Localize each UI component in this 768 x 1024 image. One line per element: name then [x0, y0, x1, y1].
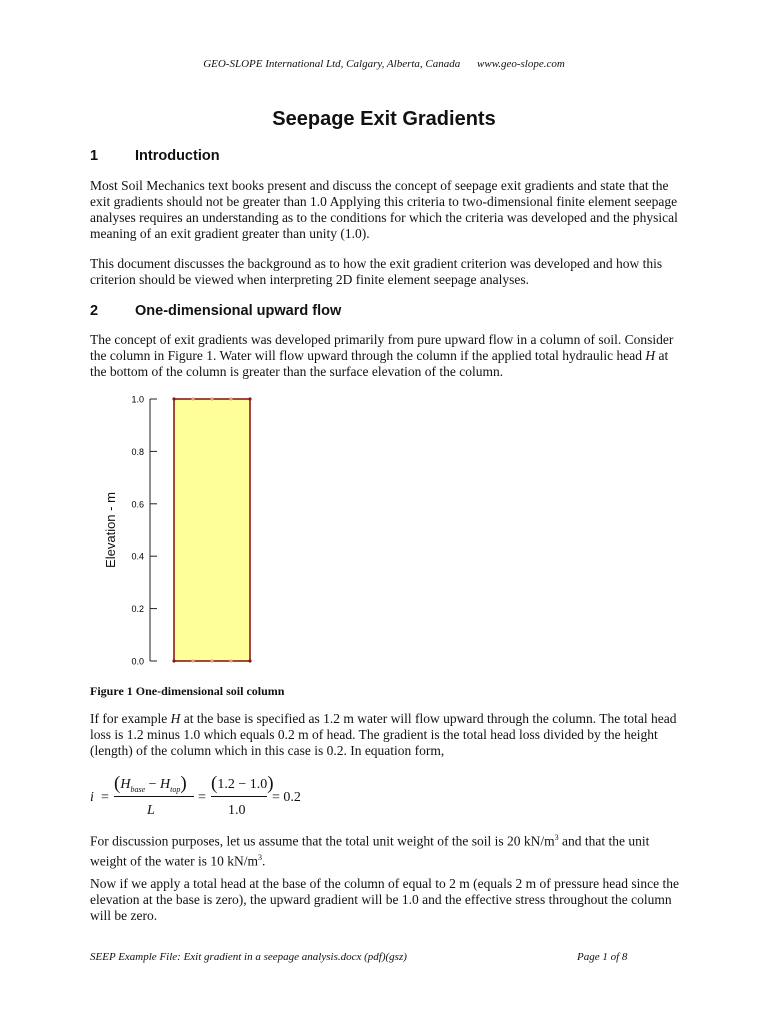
footer-page-number: Page 1 of 8	[577, 951, 628, 963]
symbolic-denominator: L	[147, 803, 155, 818]
header-company: GEO-SLOPE International Ltd, Calgary, Alberta, Canada	[203, 58, 461, 70]
zero-stress-paragraph: Now if we apply a total head at the base of the column of equal to 2 m (equals 2 m of pressure head since the elevation at the base is zero), the upward gradient will be 1.0 and the effective stress throughout the column will be zero.	[90, 876, 679, 923]
mesh-node	[191, 659, 194, 662]
y-axis-label: Elevation - m	[103, 492, 118, 568]
mesh-node	[172, 659, 175, 662]
figure-caption: Figure 1 One-dimensional soil column	[90, 684, 285, 698]
mesh-node	[229, 659, 232, 662]
y-tick-label: 0.8	[131, 446, 144, 457]
mesh-node	[210, 659, 213, 662]
equals-sign-2: =	[198, 790, 206, 805]
section-1-title: Introduction	[135, 148, 220, 164]
upward-flow-paragraph: The concept of exit gradients was developed primarily from pure upward flow in a column of soil. Consider the column in Figure 1. Water will flow upward through the column if the applied total hydraulic head H at the bottom of the column is greater than the surface elevation of the column.	[90, 332, 674, 379]
numeric-numerator: (1.2 − 1.0)	[211, 773, 274, 794]
section-1-heading	[90, 148, 220, 164]
intro-paragraph-2: This document discusses the background as to how the exit gradient criterion was developed and how this criterion should be viewed when interpreting 2D finite element seepage analyses.	[90, 256, 663, 287]
elevation-chart	[90, 390, 290, 675]
mesh-node	[248, 659, 251, 662]
section-1-number: 1	[90, 148, 99, 164]
mesh-node	[229, 397, 232, 400]
mesh-node	[210, 397, 213, 400]
document-title: Seepage Exit Gradients	[272, 108, 496, 130]
gradient-equation	[90, 766, 350, 826]
equals-sign-1: =	[101, 790, 109, 805]
page-header	[0, 58, 768, 70]
section-2-number: 2	[90, 303, 99, 319]
equation-result: = 0.2	[272, 790, 301, 805]
numeric-denominator: 1.0	[228, 803, 246, 818]
example-paragraph: If for example H at the base is specified as 1.2 m water will flow upward through the column. The total head loss is 1.2 minus 1.0 which equals 0.2 m of head. The gradient is the total head loss divided by the height (length) of the column which in this case is 0.2. In equation form,	[90, 711, 677, 758]
unit-weight-paragraph: For discussion purposes, let us assume that the total unit weight of the soil is 20 $kN/m^3$ and that the unit weight of the water is 10 $kN/m^3$.	[90, 833, 650, 868]
mesh-node	[248, 397, 251, 400]
y-tick-label: 1.0	[131, 394, 144, 405]
figure-1	[90, 390, 290, 680]
fraction-bar-2	[211, 796, 267, 797]
intro-paragraph-1: Most Soil Mechanics text books present and discuss the concept of seepage exit gradients and state that the exit gradients should not be greater than 1.0 Applying this criteria to two-dimensional finite element seepage analyses requires an understanding as to the conditions for which the criteria was developed and the physical meaning of an exit gradient greater than unity (1.0).	[90, 178, 678, 241]
symbolic-numerator: $(H_{base} - H_{top})$	[114, 773, 187, 794]
equation-lhs: i	[90, 790, 94, 805]
mesh-node	[172, 397, 175, 400]
y-tick-label: 0.2	[131, 604, 144, 615]
y-tick-label: 0.0	[131, 656, 144, 667]
y-tick-label: 0.6	[131, 499, 144, 510]
y-tick-label: 0.4	[131, 551, 144, 562]
footer-filename: SEEP Example File: Exit gradient in a seepage analysis.docx (pdf)(gsz)	[90, 951, 407, 963]
header-website: www.geo-slope.com	[477, 58, 565, 70]
mesh-node	[191, 397, 194, 400]
fraction-bar-1	[114, 796, 194, 797]
soil-column	[174, 399, 250, 661]
section-2-title: One-dimensional upward flow	[135, 303, 342, 319]
section-2-heading	[90, 303, 341, 319]
